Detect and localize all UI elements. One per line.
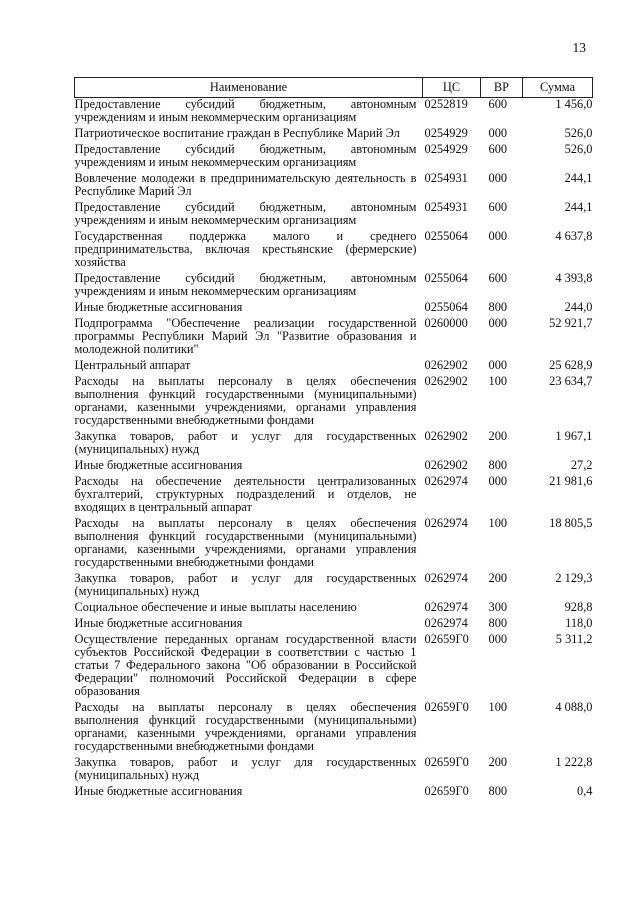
table-row: [75, 459, 593, 475]
cell-name: Государственная поддержка малого и среднего предпринимательства, включая крестьянские (фермерские) хозяйства: [74, 229, 417, 269]
cell-vr: 000: [488, 126, 508, 140]
cell-cs: 0255064: [424, 300, 468, 314]
cell-vr: 600: [488, 142, 508, 156]
cell-cs: 02659Г0: [424, 755, 469, 769]
cell-vr: 000: [488, 474, 508, 488]
page-number: 13: [572, 40, 586, 55]
cell-sum: 21 981,6: [549, 474, 593, 488]
cell-sum: 1 456,0: [555, 97, 593, 111]
cell-cs: 0254929: [424, 126, 468, 140]
table-row: [75, 601, 593, 617]
cell-sum: 4 088,0: [555, 700, 593, 714]
cell-sum: 0,4: [577, 784, 593, 798]
cell-sum: 2 129,3: [555, 571, 593, 585]
cell-cs: 0255064: [424, 229, 468, 243]
cell-cs: 0260000: [424, 316, 468, 330]
cell-cs: 02659Г0: [424, 700, 469, 714]
cell-vr: 800: [488, 616, 508, 630]
cell-vr: 800: [488, 784, 508, 798]
cell-name: Предоставление субсидий бюджетным, автономным учреждениям и иным некоммерческим организациям: [74, 142, 417, 169]
table-row: [75, 201, 593, 230]
cell-cs: 02659Г0: [424, 784, 469, 798]
cell-name: Закупка товаров, работ и услуг для государственных (муниципальных) нужд: [74, 755, 417, 782]
cell-sum: 244,1: [564, 200, 593, 214]
table-row: [75, 301, 593, 317]
cell-name: Иные бюджетные ассигнования: [74, 300, 243, 314]
cell-vr: 100: [488, 516, 508, 530]
table-row: [75, 359, 593, 375]
cell-name: Вовлечение молодежи в предпринимательскую деятельность в Республике Марий Эл: [74, 171, 417, 198]
cell-name: Иные бюджетные ассигнования: [74, 458, 243, 472]
cell-name: Патриотическое воспитание граждан в Республике Марий Эл: [74, 126, 400, 140]
cell-cs: 0254929: [424, 142, 468, 156]
cell-cs: 0262902: [424, 358, 468, 372]
cell-name: Социальное обеспечение и иные выплаты населению: [74, 600, 357, 614]
table-row: [75, 317, 593, 359]
table-row: [75, 230, 593, 272]
cell-sum: 244,0: [564, 300, 593, 314]
cell-cs: 0262974: [424, 516, 468, 530]
cell-sum: 52 921,7: [549, 316, 593, 330]
cell-sum: 928,8: [564, 600, 593, 614]
table-row: [75, 756, 593, 785]
table-row: [75, 572, 593, 601]
cell-name: Закупка товаров, работ и услуг для государственных (муниципальных) нужд: [74, 571, 417, 598]
cell-name: Предоставление субсидий бюджетным, автономным учреждениям и иным некоммерческим организациям: [74, 271, 417, 298]
cell-vr: 200: [488, 429, 508, 443]
cell-name: Расходы на выплаты персоналу в целях обеспечения выполнения функций государственными (муниципальными) органами, казенными учреждениями, органами управления государственными внебюджетными фондами: [74, 700, 417, 753]
cell-sum: 25 628,9: [549, 358, 593, 372]
table-row: [75, 143, 593, 172]
cell-sum: 1 967,1: [555, 429, 593, 443]
cell-name: Расходы на выплаты персоналу в целях обеспечения выполнения функций государственными (муниципальными) органами, казенными учреждениями, органами управления государственными внебюджетными фондами: [74, 516, 417, 569]
cell-cs: 0262902: [424, 374, 468, 388]
table-row: [75, 98, 593, 128]
cell-name: Предоставление субсидий бюджетным, автономным учреждениям и иным некоммерческим организациям: [74, 97, 417, 124]
cell-vr: 800: [488, 458, 508, 472]
cell-sum: 4 393,8: [555, 271, 593, 285]
cell-cs: 0262974: [424, 571, 468, 585]
cell-vr: 600: [488, 97, 508, 111]
cell-sum: 1 222,8: [555, 755, 593, 769]
cell-sum: 526,0: [564, 126, 593, 140]
cell-vr: 600: [488, 200, 508, 214]
cell-cs: 0254931: [424, 171, 468, 185]
table-row: [75, 375, 593, 430]
table-header-row: [75, 78, 593, 98]
cell-cs: 0262974: [424, 600, 468, 614]
cell-sum: 4 637,8: [555, 229, 593, 243]
header-sum: Сумма: [523, 78, 593, 98]
cell-name: Расходы на выплаты персоналу в целях обеспечения выполнения функций государственными (муниципальными) органами, казенными учреждениями, органами управления государственными внебюджетными фондами: [74, 374, 417, 427]
cell-sum: 526,0: [564, 142, 593, 156]
cell-name: Иные бюджетные ассигнования: [74, 784, 243, 798]
cell-sum: 27,2: [570, 458, 593, 472]
table-row: [75, 701, 593, 756]
table-row: [75, 172, 593, 201]
cell-vr: 100: [488, 700, 508, 714]
table-body: [75, 98, 593, 802]
cell-sum: 5 311,2: [555, 632, 593, 646]
cell-name: Осуществление переданных органам государственной власти субъектов Российской Федерации в соответствии с частью 1 статьи 7 Федерального закона "Об образовании в Российской Федерации" полномочий Российской Федерации в сфере образования: [74, 632, 417, 698]
cell-cs: 0252819: [424, 97, 468, 111]
header-name: Наименование: [75, 78, 423, 98]
cell-vr: 200: [488, 571, 508, 585]
table-row: [75, 633, 593, 701]
cell-vr: 000: [488, 358, 508, 372]
cell-name: Расходы на обеспечение деятельности централизованных бухгалтерий, структурных подразделений и отделов, не входящих в центральный аппарат: [74, 474, 417, 514]
table-row: [75, 617, 593, 633]
cell-vr: 000: [488, 171, 508, 185]
cell-sum: 23 634,7: [549, 374, 593, 388]
cell-cs: 0255064: [424, 271, 468, 285]
cell-vr: 100: [488, 374, 508, 388]
cell-cs: 0262974: [424, 474, 468, 488]
budget-table: [74, 77, 593, 801]
cell-sum: 18 805,5: [549, 516, 593, 530]
cell-vr: 000: [488, 316, 508, 330]
table-row: [75, 430, 593, 459]
cell-vr: 000: [488, 632, 508, 646]
cell-name: Центральный аппарат: [74, 358, 191, 372]
cell-name: Закупка товаров, работ и услуг для государственных (муниципальных) нужд: [74, 429, 417, 456]
table-row: [75, 517, 593, 572]
cell-vr: 200: [488, 755, 508, 769]
cell-sum: 244,1: [564, 171, 593, 185]
cell-name: Иные бюджетные ассигнования: [74, 616, 243, 630]
cell-cs: 0262902: [424, 429, 468, 443]
cell-name: Подпрограмма "Обеспечение реализации государственной программы Республики Марий Эл "Развитие образования и молодежной политики": [74, 316, 417, 356]
header-vr: ВР: [481, 78, 523, 98]
cell-cs: 0254931: [424, 200, 468, 214]
cell-cs: 0262902: [424, 458, 468, 472]
table-row: [75, 127, 593, 143]
header-cs: ЦС: [423, 78, 481, 98]
cell-cs: 0262974: [424, 616, 468, 630]
cell-vr: 600: [488, 271, 508, 285]
cell-vr: 800: [488, 300, 508, 314]
table-row: [75, 272, 593, 301]
cell-vr: 300: [488, 600, 508, 614]
cell-sum: 118,0: [565, 616, 593, 630]
cell-vr: 000: [488, 229, 508, 243]
table-row: [75, 785, 593, 801]
cell-name: Предоставление субсидий бюджетным, автономным учреждениям и иным некоммерческим организациям: [74, 200, 417, 227]
table-row: [75, 475, 593, 517]
cell-cs: 02659Г0: [424, 632, 469, 646]
